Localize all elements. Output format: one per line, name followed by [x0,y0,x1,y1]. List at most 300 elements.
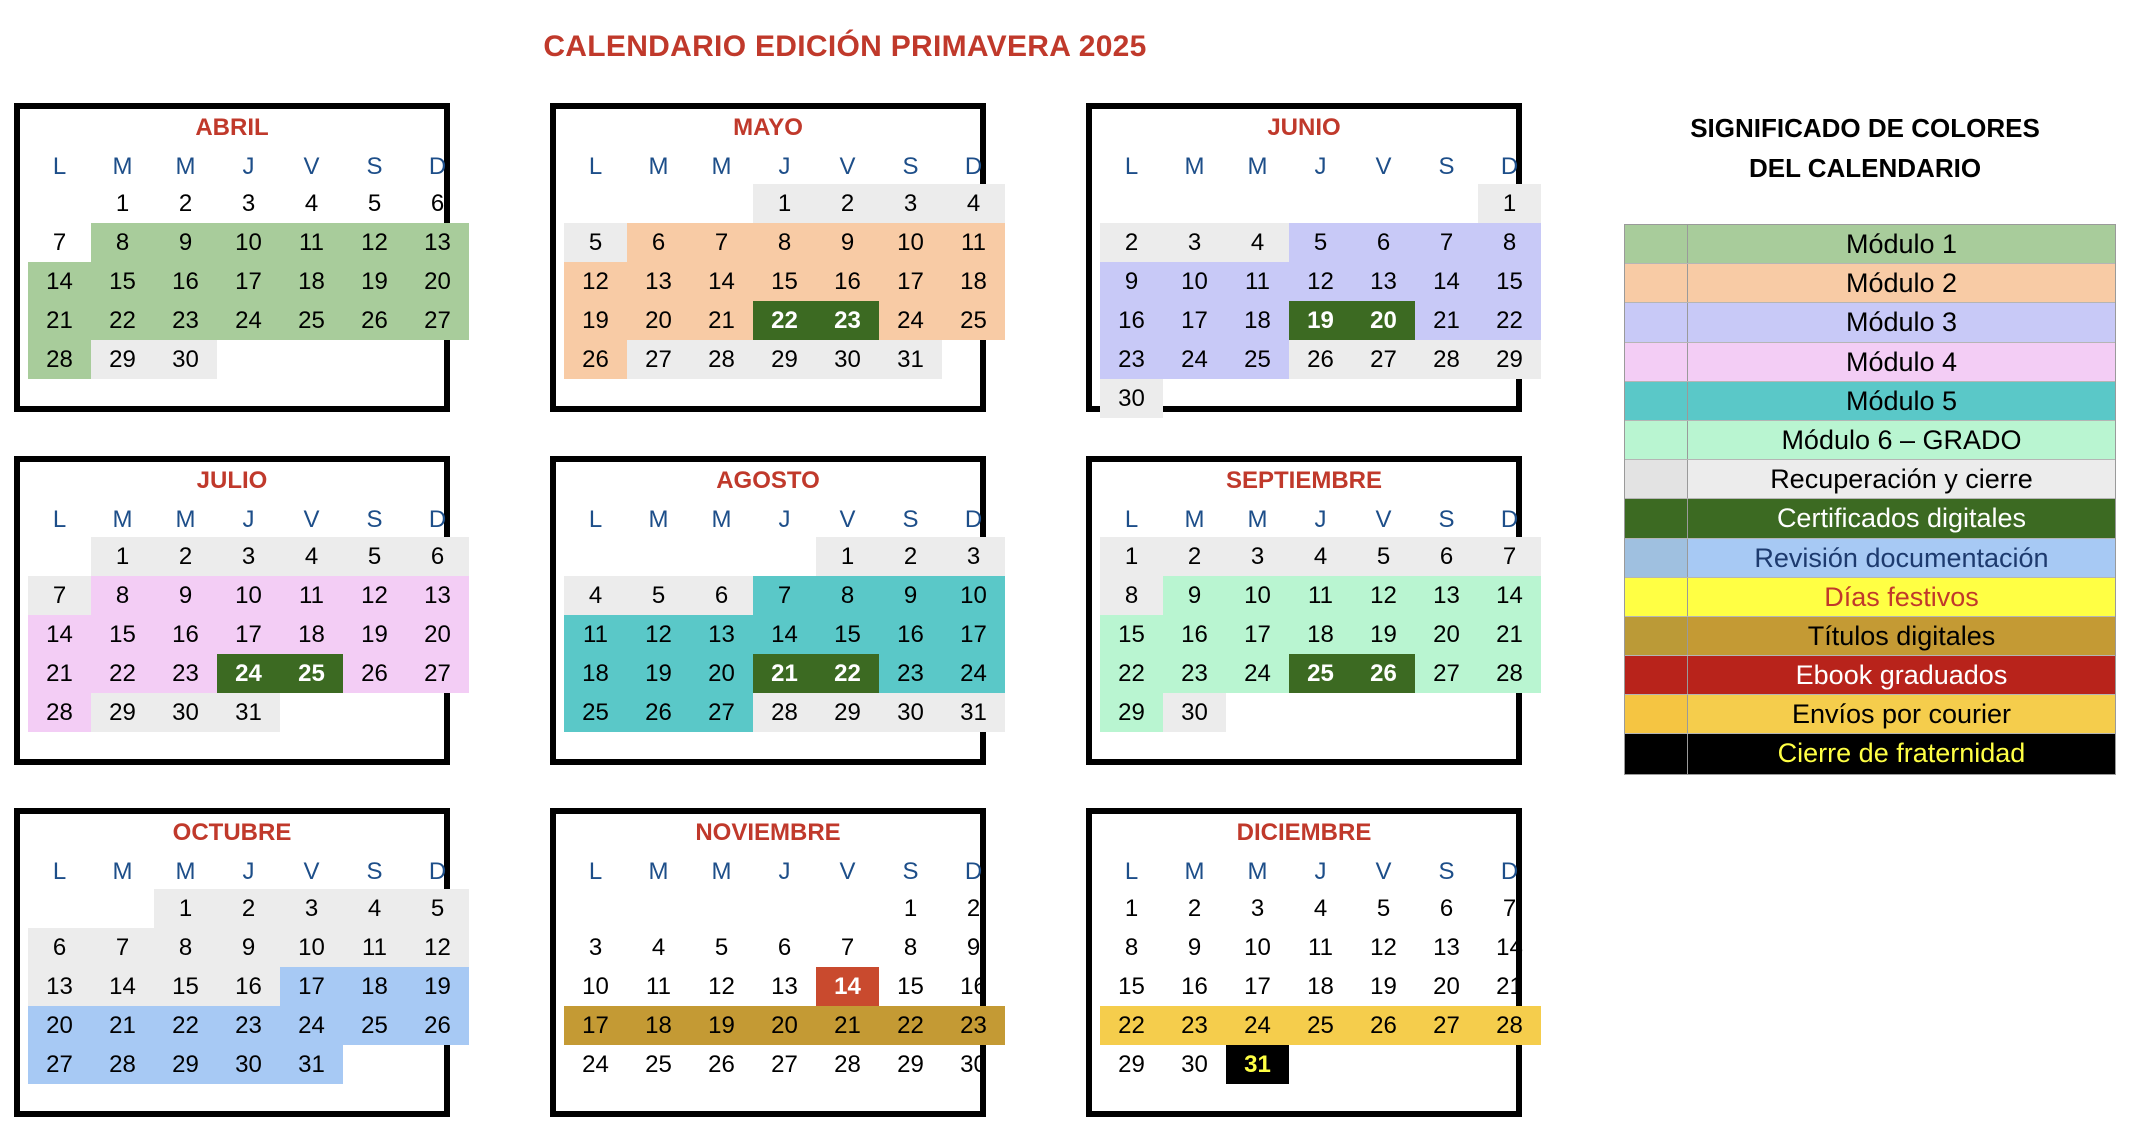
legend-label: Módulo 6 – GRADO [1781,424,2022,455]
day-cell: 7 [753,576,816,615]
day-cell: 14 [753,615,816,654]
day-cell: 28 [753,693,816,732]
legend-swatch [1625,695,1688,733]
weekday-label: L [52,506,67,533]
month-mayo [550,103,986,412]
day-cell: 25 [1289,1006,1352,1045]
day-cell: 30 [217,1045,280,1084]
weekday-label: J [242,506,255,533]
day-cell: 25 [280,654,343,693]
legend-row-rec [1625,460,2115,499]
month-name: JUNIO [1267,114,1341,141]
day-cell: 10 [217,576,280,615]
day-cell: 21 [1415,301,1478,340]
day-cell: 24 [1226,654,1289,693]
day-cell: 23 [217,1006,280,1045]
day-cell: 4 [280,537,343,576]
day-cell: 2 [816,184,879,223]
day-cell: 10 [942,576,1005,615]
day-cell: 22 [154,1006,217,1045]
day-cell: 3 [942,537,1005,576]
day-cell: 23 [1100,340,1163,379]
day-cell: 26 [1289,340,1352,379]
day-cell: 6 [1352,223,1415,262]
legend-label: Ebook graduados [1795,660,2008,691]
weekday-label: D [1500,506,1519,533]
legend-swatch [1625,734,1688,773]
day-cell: 12 [627,615,690,654]
legend-row-m2 [1625,264,2115,303]
day-cell: 14 [1478,576,1541,615]
day-cell: 7 [690,223,753,262]
day-cell: 25 [1289,654,1352,693]
day-cell: 21 [816,1006,879,1045]
day-cell: 25 [343,1006,406,1045]
weekday-label: V [839,506,856,533]
day-cell: 20 [28,1006,91,1045]
legend-label: Módulo 3 [1845,307,1958,338]
day-cell: 13 [627,262,690,301]
day-cell: 20 [1352,301,1415,340]
weekday-label: V [1375,858,1392,885]
day-cell: 13 [1415,576,1478,615]
weekday-label: S [902,506,919,533]
month-junio [1086,103,1522,412]
day-cell: 27 [1352,340,1415,379]
day-cell: 9 [1100,262,1163,301]
legend-swatch [1625,225,1688,263]
day-cell: 16 [1163,615,1226,654]
day-cell: 12 [708,973,735,1000]
day-cell: 28 [834,1051,861,1078]
day-cell: 4 [304,190,319,217]
day-cell: 17 [217,615,280,654]
month-diciembre [1086,808,1522,1117]
day-cell: 15 [1478,262,1541,301]
weekday-label: M [711,506,732,533]
day-cell: 11 [564,615,627,654]
day-cell: 8 [91,576,154,615]
day-cell: 11 [343,928,406,967]
weekday-label: L [1124,858,1139,885]
day-cell: 2 [879,537,942,576]
weekday-label: M [175,506,196,533]
color-legend [1624,224,2116,775]
day-cell: 20 [1433,973,1460,1000]
weekday-label: M [648,153,669,180]
weekday-label: D [428,858,447,885]
month-septiembre [1086,456,1522,765]
weekday-label: V [839,153,856,180]
legend-row-frat [1625,734,2115,773]
day-cell: 29 [753,340,816,379]
day-cell: 29 [154,1045,217,1084]
day-cell: 23 [154,301,217,340]
day-cell: 19 [343,615,406,654]
day-cell: 29 [91,340,154,379]
day-cell: 25 [942,301,1005,340]
day-cell: 11 [1289,576,1352,615]
day-cell: 22 [1100,654,1163,693]
day-cell: 25 [564,693,627,732]
weekday-label: S [366,506,383,533]
day-cell: 26 [564,340,627,379]
day-cell: 16 [1100,301,1163,340]
day-cell: 19 [1370,973,1397,1000]
day-cell: 24 [280,1006,343,1045]
day-cell: 24 [879,301,942,340]
day-cell: 24 [1226,1006,1289,1045]
day-cell: 1 [753,184,816,223]
day-cell: 15 [154,967,217,1006]
day-cell: 20 [406,615,469,654]
month-julio [14,456,450,765]
day-cell: 3 [217,537,280,576]
weekday-label: J [778,858,791,885]
day-cell: 22 [753,301,816,340]
day-cell: 29 [1100,693,1163,732]
page-title: CALENDARIO EDICIÓN PRIMAVERA 2025 [543,30,1147,63]
month-name: NOVIEMBRE [695,819,841,846]
day-cell: 2 [217,889,280,928]
weekday-label: L [52,858,67,885]
day-cell: 17 [1244,973,1271,1000]
day-cell: 8 [1124,934,1139,961]
day-cell: 25 [280,301,343,340]
day-cell: 17 [280,967,343,1006]
day-cell: 3 [588,934,603,961]
legend-swatch [1625,499,1688,537]
day-cell: 13 [406,223,469,262]
weekday-label: J [242,858,255,885]
day-cell: 6 [627,223,690,262]
day-cell: 30 [1181,1051,1208,1078]
legend-label: Certificados digitales [1776,503,2027,534]
day-cell: 13 [406,576,469,615]
legend-label: Módulo 4 [1845,346,1958,377]
legend-swatch [1625,617,1688,655]
day-cell: 1 [816,537,879,576]
day-cell: 7 [28,576,91,615]
day-cell: 14 [1496,934,1523,961]
day-cell: 8 [154,928,217,967]
day-cell: 4 [651,934,666,961]
day-cell: 16 [154,615,217,654]
legend-swatch [1625,303,1688,341]
legend-row-cert [1625,499,2115,538]
day-cell: 26 [343,301,406,340]
day-cell: 20 [627,301,690,340]
day-cell: 22 [816,654,879,693]
legend-label: Revisión documentación [1754,542,2049,573]
day-cell: 10 [1226,576,1289,615]
day-cell: 11 [942,223,1005,262]
day-cell: 3 [241,190,256,217]
day-cell: 2 [1163,537,1226,576]
weekday-label: V [1375,153,1392,180]
day-cell: 19 [406,967,469,1006]
weekday-label: S [366,153,383,180]
legend-row-fest [1625,578,2115,617]
legend-label: Títulos digitales [1807,620,1996,651]
day-cell: 2 [1100,223,1163,262]
day-cell: 20 [690,654,753,693]
day-cell: 27 [627,340,690,379]
weekday-label: D [428,506,447,533]
legend-swatch [1625,539,1688,577]
day-cell: 10 [217,223,280,262]
day-cell: 26 [1352,654,1415,693]
day-cell: 12 [1289,262,1352,301]
weekday-label: J [778,506,791,533]
weekday-label: J [1314,153,1327,180]
weekday-label: M [711,858,732,885]
day-cell: 19 [564,301,627,340]
weekday-label: D [964,153,983,180]
day-cell: 1 [115,190,130,217]
day-cell: 3 [1226,537,1289,576]
day-cell: 21 [28,654,91,693]
day-cell: 18 [942,262,1005,301]
weekday-label: S [1438,153,1455,180]
month-name: DICIEMBRE [1236,819,1372,846]
day-cell: 30 [1163,693,1226,732]
day-cell: 31 [942,693,1005,732]
legend-label: Módulo 1 [1845,229,1958,259]
day-cell: 6 [430,190,445,217]
day-cell: 5 [367,190,382,217]
day-cell: 28 [91,1045,154,1084]
day-cell: 2 [154,537,217,576]
weekday-label: J [1314,506,1327,533]
day-cell: 18 [1289,615,1352,654]
day-cell: 13 [1433,934,1460,961]
day-cell: 27 [771,1051,798,1078]
day-cell: 18 [280,262,343,301]
day-cell: 19 [343,262,406,301]
day-cell: 13 [1352,262,1415,301]
legend-row-tit [1625,617,2115,656]
weekday-label: S [366,858,383,885]
day-cell: 12 [343,223,406,262]
day-cell: 30 [154,693,217,732]
month-octubre [14,808,450,1117]
legend-row-m1 [1625,225,2115,264]
day-cell: 30 [879,693,942,732]
day-cell: 15 [1118,973,1145,1000]
weekday-label: V [1375,506,1392,533]
weekday-label: V [303,858,320,885]
day-cell: 13 [690,615,753,654]
day-cell: 12 [1370,934,1397,961]
weekday-label: L [52,153,67,180]
weekday-label: V [303,153,320,180]
day-cell: 10 [280,928,343,967]
day-cell: 21 [1496,973,1523,1000]
day-cell: 22 [1478,301,1541,340]
day-cell: 8 [1478,223,1541,262]
day-cell: 30 [816,340,879,379]
month-agosto [550,456,986,765]
day-cell: 5 [714,934,729,961]
weekday-label: L [588,153,603,180]
day-cell: 4 [1289,537,1352,576]
day-cell: 17 [1226,615,1289,654]
day-cell: 5 [1289,223,1352,262]
day-cell: 28 [28,340,91,379]
day-cell: 14 [1415,262,1478,301]
weekday-label: M [175,858,196,885]
day-cell: 5 [406,889,469,928]
day-cell: 8 [816,576,879,615]
day-cell: 1 [91,537,154,576]
day-cell: 27 [406,301,469,340]
day-cell: 29 [91,693,154,732]
day-cell: 21 [690,301,753,340]
month-name: AGOSTO [716,467,820,494]
legend-title-line-1: SIGNIFICADO DE COLORES [1690,113,2040,143]
weekday-label: M [711,153,732,180]
day-cell: 23 [154,654,217,693]
weekday-label: M [648,506,669,533]
day-cell: 7 [1502,895,1517,922]
day-cell: 27 [28,1045,91,1084]
legend-title-line-2: DEL CALENDARIO [1748,153,1982,183]
day-cell: 10 [879,223,942,262]
legend-swatch [1625,264,1688,302]
day-cell: 23 [879,654,942,693]
day-cell: 9 [966,934,981,961]
weekday-label: S [902,858,919,885]
legend-swatch [1625,382,1688,420]
day-cell: 7 [1478,537,1541,576]
legend-swatch [1625,421,1688,459]
month-noviembre [550,808,986,1117]
day-cell: 18 [564,654,627,693]
day-cell: 9 [154,576,217,615]
weekday-label: M [175,153,196,180]
weekday-label: M [112,506,133,533]
weekday-label: M [1247,858,1268,885]
day-cell: 21 [28,301,91,340]
day-cell: 3 [1250,895,1265,922]
day-cell: 26 [343,654,406,693]
day-cell: 1 [1100,537,1163,576]
day-cell: 31 [280,1045,343,1084]
day-cell: 4 [942,184,1005,223]
legend-row-ebook [1625,656,2115,695]
day-cell: 29 [897,1051,924,1078]
day-cell: 24 [942,654,1005,693]
legend-label: Cierre de fraternidad [1777,738,2026,769]
weekday-label: L [1124,506,1139,533]
day-cell: 1 [1478,184,1541,223]
day-cell: 30 [1100,379,1163,418]
weekday-label: J [1314,858,1327,885]
day-cell: 9 [816,223,879,262]
legend-row-rev [1625,539,2115,578]
day-cell: 19 [1352,615,1415,654]
day-cell: 26 [406,1006,469,1045]
day-cell: 14 [91,967,154,1006]
day-cell: 29 [1478,340,1541,379]
day-cell: 5 [1376,895,1391,922]
day-cell: 28 [28,693,91,732]
day-cell: 18 [280,615,343,654]
day-cell: 23 [1163,654,1226,693]
day-cell: 18 [627,1006,690,1045]
weekday-label: D [964,506,983,533]
weekday-label: S [1438,858,1455,885]
weekday-label: M [1247,506,1268,533]
day-cell: 20 [406,262,469,301]
day-cell: 28 [690,340,753,379]
day-cell: 27 [406,654,469,693]
day-cell: 6 [690,576,753,615]
day-cell: 22 [879,1006,942,1045]
legend-row-courier [1625,695,2115,734]
day-cell: 16 [154,262,217,301]
day-cell: 4 [1313,895,1328,922]
legend-label: Envíos por courier [1791,699,2012,730]
day-cell: 11 [646,973,671,1000]
day-cell: 7 [1415,223,1478,262]
weekday-label: M [112,153,133,180]
legend-label: Recuperación y cierre [1770,464,2033,495]
weekday-label: J [778,153,791,180]
day-cell: 4 [1226,223,1289,262]
legend-label: Módulo 5 [1845,385,1958,416]
day-cell: 24 [1163,340,1226,379]
day-cell: 22 [91,654,154,693]
day-cell: 12 [406,928,469,967]
day-cell: 14 [28,615,91,654]
month-name: JULIO [196,467,268,494]
weekday-label: L [1124,153,1139,180]
day-cell: 20 [1415,615,1478,654]
day-cell: 27 [1415,654,1478,693]
legend-row-m3 [1625,303,2115,342]
day-cell: 5 [1352,537,1415,576]
legend-title [1620,108,2110,188]
day-cell: 4 [343,889,406,928]
day-cell: 6 [28,928,91,967]
day-cell: 21 [91,1006,154,1045]
day-cell: 1 [1124,895,1139,922]
day-cell: 4 [564,576,627,615]
day-cell: 15 [753,262,816,301]
day-cell: 26 [627,693,690,732]
weekday-label: D [428,153,447,180]
legend-swatch [1625,578,1688,616]
day-cell: 7 [91,928,154,967]
day-cell: 16 [960,973,987,1000]
day-cell: 24 [217,301,280,340]
day-cell: 18 [1226,301,1289,340]
month-name: OCTUBRE [172,819,292,846]
legend-row-m5 [1625,382,2115,421]
day-cell: 2 [966,895,981,922]
day-cell: 5 [343,537,406,576]
day-cell: 23 [816,301,879,340]
weekday-label: M [1184,858,1205,885]
weekday-label: M [1184,506,1205,533]
day-cell: 16 [879,615,942,654]
legend-row-m6 [1625,421,2115,460]
day-cell: 13 [28,967,91,1006]
legend-swatch [1625,343,1688,381]
day-cell: 17 [217,262,280,301]
